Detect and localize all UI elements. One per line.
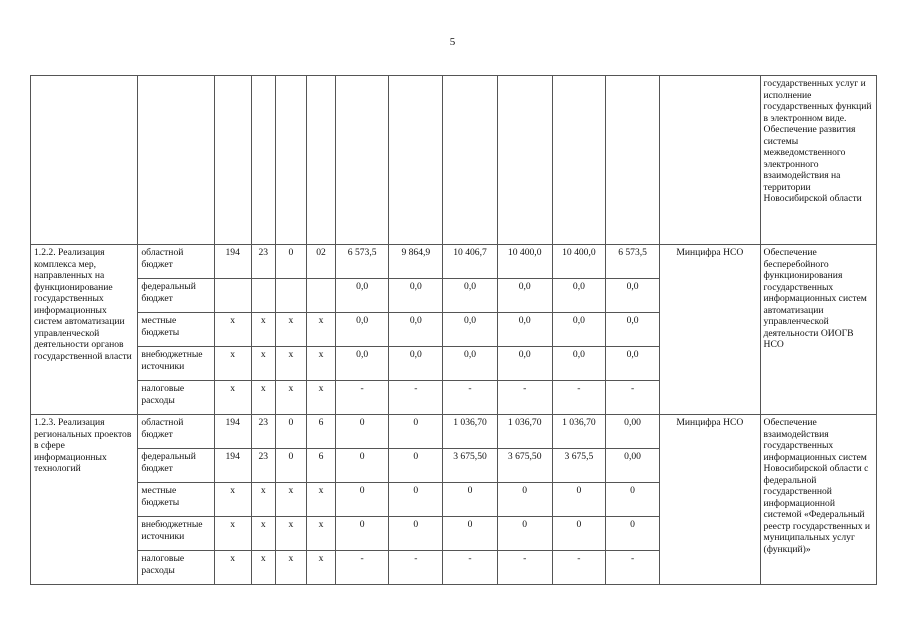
amount-cell: 1 036,70	[443, 415, 497, 449]
amount-cell: -	[443, 381, 497, 415]
amount-cell: 0	[389, 415, 443, 449]
amount-cell: 6 573,5	[336, 245, 389, 279]
budget-code-cell	[306, 279, 335, 313]
budget-code-cell: х	[275, 551, 306, 585]
amount-cell: -	[389, 381, 443, 415]
amount-cell: 0,0	[552, 279, 605, 313]
budget-code-cell: 194	[214, 415, 251, 449]
budget-code-cell: 23	[251, 415, 275, 449]
amount-cell: 0	[389, 483, 443, 517]
amount-cell: -	[497, 381, 552, 415]
amount-cell: 0	[336, 517, 389, 551]
amount-cell: 3 675,50	[443, 449, 497, 483]
page-number: 5	[449, 36, 456, 48]
responsible-cell: Минцифра НСО	[660, 245, 760, 415]
table-row-continuation	[31, 76, 877, 245]
budget-code-cell: х	[306, 347, 335, 381]
result-cell: государственных услуг и исполнение государственных функций в электронном виде. Обеспечение развития системы межведомственного электронного взаимодействия на территории Новосибирской области	[760, 76, 876, 245]
amount-cell: 0	[389, 517, 443, 551]
budget-code-cell: 02	[306, 245, 335, 279]
funding-source-cell: федеральный бюджет	[138, 279, 214, 313]
budget-code-cell: х	[214, 517, 251, 551]
amount-cell: 0	[497, 517, 552, 551]
amount-cell: 0,0	[497, 347, 552, 381]
activity-name-cell: 1.2.3. Реализация региональных проектов в сфере информационных технологий	[31, 415, 138, 585]
amount-cell: 0,0	[443, 347, 497, 381]
budget-code-cell: 23	[251, 449, 275, 483]
funding-source-cell: внебюджетные источники	[138, 347, 214, 381]
amount-cell: 0	[336, 483, 389, 517]
amount-cell: -	[552, 551, 605, 585]
amount-cell: 0,0	[605, 279, 659, 313]
amount-cell: 0	[552, 483, 605, 517]
budget-code-cell: 194	[214, 449, 251, 483]
amount-cell: 0	[336, 415, 389, 449]
budget-code-cell	[214, 279, 251, 313]
amount-cell: 0,00	[605, 449, 659, 483]
name-cell	[31, 76, 138, 245]
budget-code-cell: 23	[251, 245, 275, 279]
funding-source-cell: налоговые расходы	[138, 381, 214, 415]
activity-name-cell: 1.2.2. Реализация комплекса мер, направленных на функционирование государственных информационных систем автоматизации управленческой деятельности органов государственной власти	[31, 245, 138, 415]
budget-code-cell: 6	[306, 449, 335, 483]
budget-code-cell: х	[306, 551, 335, 585]
budget-code-cell: х	[251, 381, 275, 415]
funding-source-cell: местные бюджеты	[138, 313, 214, 347]
amount-cell: -	[336, 551, 389, 585]
amount-cell: 1 036,70	[497, 415, 552, 449]
responsible-cell: Минцифра НСО	[660, 415, 760, 585]
source-cell	[138, 76, 214, 245]
budget-code-cell: х	[306, 517, 335, 551]
funding-source-cell: областной бюджет	[138, 415, 214, 449]
budget-code-cell: 194	[214, 245, 251, 279]
budget-code-cell: х	[214, 347, 251, 381]
amount-cell: 0	[336, 449, 389, 483]
amount-cell: 0,0	[605, 313, 659, 347]
amount-cell: 10 406,7	[443, 245, 497, 279]
budget-code-cell	[251, 279, 275, 313]
amount-cell: 0,0	[389, 279, 443, 313]
budget-code-cell: х	[251, 517, 275, 551]
budget-code-cell: х	[251, 483, 275, 517]
amount-cell: 0,0	[497, 313, 552, 347]
budget-code-cell: 0	[275, 245, 306, 279]
amount-cell: 0	[552, 517, 605, 551]
budget-code-cell: х	[214, 313, 251, 347]
amount-cell: 10 400,0	[552, 245, 605, 279]
amount-cell: -	[605, 381, 659, 415]
amount-cell: 0,0	[552, 347, 605, 381]
amount-cell: 0	[605, 517, 659, 551]
amount-cell: -	[443, 551, 497, 585]
amount-cell: -	[552, 381, 605, 415]
amount-cell: 0	[605, 483, 659, 517]
expected-result-cell: Обеспечение бесперебойного функционирования государственных информационных систем автоматизации управленческой деятельности ОИОГВ НСО	[760, 245, 876, 415]
funding-source-cell: местные бюджеты	[138, 483, 214, 517]
budget-code-cell: х	[251, 313, 275, 347]
budget-code-cell: х	[275, 517, 306, 551]
amount-cell: 0,0	[552, 313, 605, 347]
budget-code-cell: х	[251, 551, 275, 585]
budget-code-cell: 0	[275, 449, 306, 483]
amount-cell: 0,0	[443, 279, 497, 313]
amount-cell: 0,0	[605, 347, 659, 381]
amount-cell: 0,0	[336, 347, 389, 381]
budget-code-cell: х	[214, 551, 251, 585]
responsible-cell	[660, 76, 760, 245]
amount-cell: 1 036,70	[552, 415, 605, 449]
amount-cell: 10 400,0	[497, 245, 552, 279]
funding-source-cell: налоговые расходы	[138, 551, 214, 585]
amount-cell: 3 675,50	[497, 449, 552, 483]
expected-result-cell: Обеспечение взаимодействия государственных информационных систем Новосибирской области с федеральной государственной информационной системой «Федеральный реестр государственных и муниципальных услуг (функций)»	[760, 415, 876, 585]
funding-source-cell: федеральный бюджет	[138, 449, 214, 483]
amount-cell: 0	[443, 483, 497, 517]
budget-code-cell: х	[275, 483, 306, 517]
amount-cell: 0,0	[389, 347, 443, 381]
table-row	[31, 245, 877, 279]
budget-code-cell: х	[275, 313, 306, 347]
amount-cell: -	[605, 551, 659, 585]
budget-code-cell: х	[214, 483, 251, 517]
funding-source-cell: областной бюджет	[138, 245, 214, 279]
budget-code-cell: 0	[275, 415, 306, 449]
budget-code-cell: х	[275, 347, 306, 381]
budget-code-cell: х	[306, 483, 335, 517]
amount-cell: 9 864,9	[389, 245, 443, 279]
amount-cell: 0	[389, 449, 443, 483]
budget-code-cell	[275, 279, 306, 313]
amount-cell: 0,0	[497, 279, 552, 313]
program-activities-table	[30, 75, 877, 585]
budget-code-cell: х	[306, 313, 335, 347]
amount-cell: 0,0	[389, 313, 443, 347]
amount-cell: -	[497, 551, 552, 585]
budget-code-cell: х	[214, 381, 251, 415]
amount-cell: 0,0	[336, 313, 389, 347]
amount-cell: 0,0	[443, 313, 497, 347]
amount-cell: -	[389, 551, 443, 585]
budget-code-cell: х	[275, 381, 306, 415]
amount-cell: 0,0	[336, 279, 389, 313]
amount-cell: 0	[497, 483, 552, 517]
amount-cell: -	[336, 381, 389, 415]
budget-code-cell: х	[306, 381, 335, 415]
amount-cell: 0	[443, 517, 497, 551]
table-row	[31, 415, 877, 449]
amount-cell: 3 675,5	[552, 449, 605, 483]
funding-source-cell: внебюджетные источники	[138, 517, 214, 551]
budget-code-cell: х	[251, 347, 275, 381]
amount-cell: 6 573,5	[605, 245, 659, 279]
budget-code-cell: 6	[306, 415, 335, 449]
amount-cell: 0,00	[605, 415, 659, 449]
